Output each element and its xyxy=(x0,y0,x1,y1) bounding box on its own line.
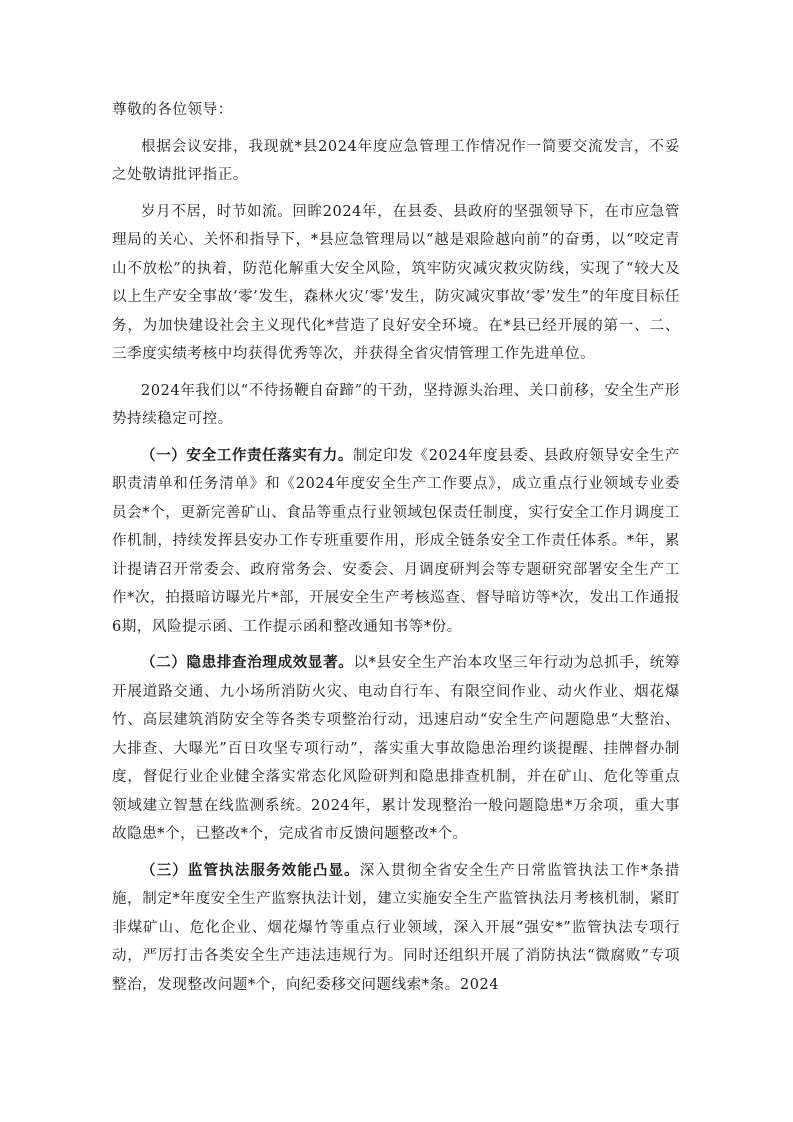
paragraph-text: 深入贯彻全省安全生产日常监管执法工作*条措施，制定*年度安全生产监察执法计划，建立实施安全生产监管执法月考核机制，紧盯非煤矿山、危化企业、烟花爆竹等重点行业领域，深入开展“强安*”监管执法专项行动，严厉打击各类安全生产违法违规行为。同时还组织开展了消防执法“微腐败”专项整治，发现整改问题*个，向纪委移交问题线索*条。2024 xyxy=(112,862,680,993)
paragraph-text: 岁月不居，时节如流。回眸2024年，在县委、县政府的坚强领导下，在市应急管理局的关心、关怀和指导下，*县应急管理局以“越是艰险越向前”的奋勇，以“咬定青山不放松”的执着，防范化解重大安全风险，筑牢防灾减灾救灾防线，实现了“较大及以上生产安全事故‘零’发生，森林火灾‘零’发生，防灾减灾事故‘零’发生”的年度目标任务，为加快建设社会主义现代化*营造了良好安全环境。在*县已经开展的第一、二、三季度实绩考核中均获得优秀等次，并获得全省灾情管理工作先进单位。 xyxy=(112,203,680,362)
paragraph-text: 制定印发《2024年度县委、县政府领导安全生产职责清单和任务清单》和《2024年度安全生产工作要点》，成立重点行业领域专业委员会*个，更新完善矿山、食品等重点行业领域包保责任制度，实行安全工作月调度工作机制，持续发挥县安办工作专班重要作用，形成全链条安全工作责任体系。*年，累计提请召开常委会、政府常务会、安委会、月调度研判会等专题研究部署安全生产工作*次，拍摄暗访曝光片*部，开展安全生产考核巡查、督导暗访等*次，发出工作通报6期，风险提示函、工作提示函和整改通知书等*份。 xyxy=(112,447,681,635)
paragraph-text: 根据会议安排，我现就*县2024年度应急管理工作情况作一简要交流发言，不妥之处敬请批评指正。 xyxy=(112,138,680,183)
paragraph-text: 以*县安全生产治本攻坚三年行动为总抓手，统筹开展道路交通、九小场所消防火灾、电动自行车、有限空间作业、动火作业、烟花爆竹、高层建筑消防安全等各类专项整治行动，迅速启动“安全生产问题隐患“大整治、大排查、大曝光”百日攻坚专项行动”，落实重大事故隐患治理约谈提醒、挂牌督办制度，督促行业企业健全落实常态化风险研判和隐患排查机制，并在矿山、危化等重点领域建立智慧在线监测系统。2024年，累计发现整治一般问题隐患*万余项，重大事故隐患*个，已整改*个，完成省市反馈问题整改*个。 xyxy=(112,655,681,842)
paragraph-intro xyxy=(112,133,680,190)
paragraph-section-1 xyxy=(112,442,680,642)
paragraph-section-3 xyxy=(112,857,680,1000)
paragraph-review xyxy=(112,198,680,369)
section-heading: （三）监管执法服务效能凸显。 xyxy=(141,861,360,879)
paragraph-section-2 xyxy=(112,649,680,849)
salutation: 尊敬的各位领导： xyxy=(112,102,233,118)
paragraph-summary xyxy=(112,377,680,434)
document-body xyxy=(112,96,680,1007)
paragraph-text: 2024年我们以“不待扬鞭自奋蹄”的干劲，坚持源头治理、关口前移，安全生产形势持续稳定可控。 xyxy=(112,382,680,427)
section-heading: （一）安全工作责任落实有力。 xyxy=(141,446,353,464)
section-heading: （二）隐患排查治理成效显著。 xyxy=(141,654,354,671)
